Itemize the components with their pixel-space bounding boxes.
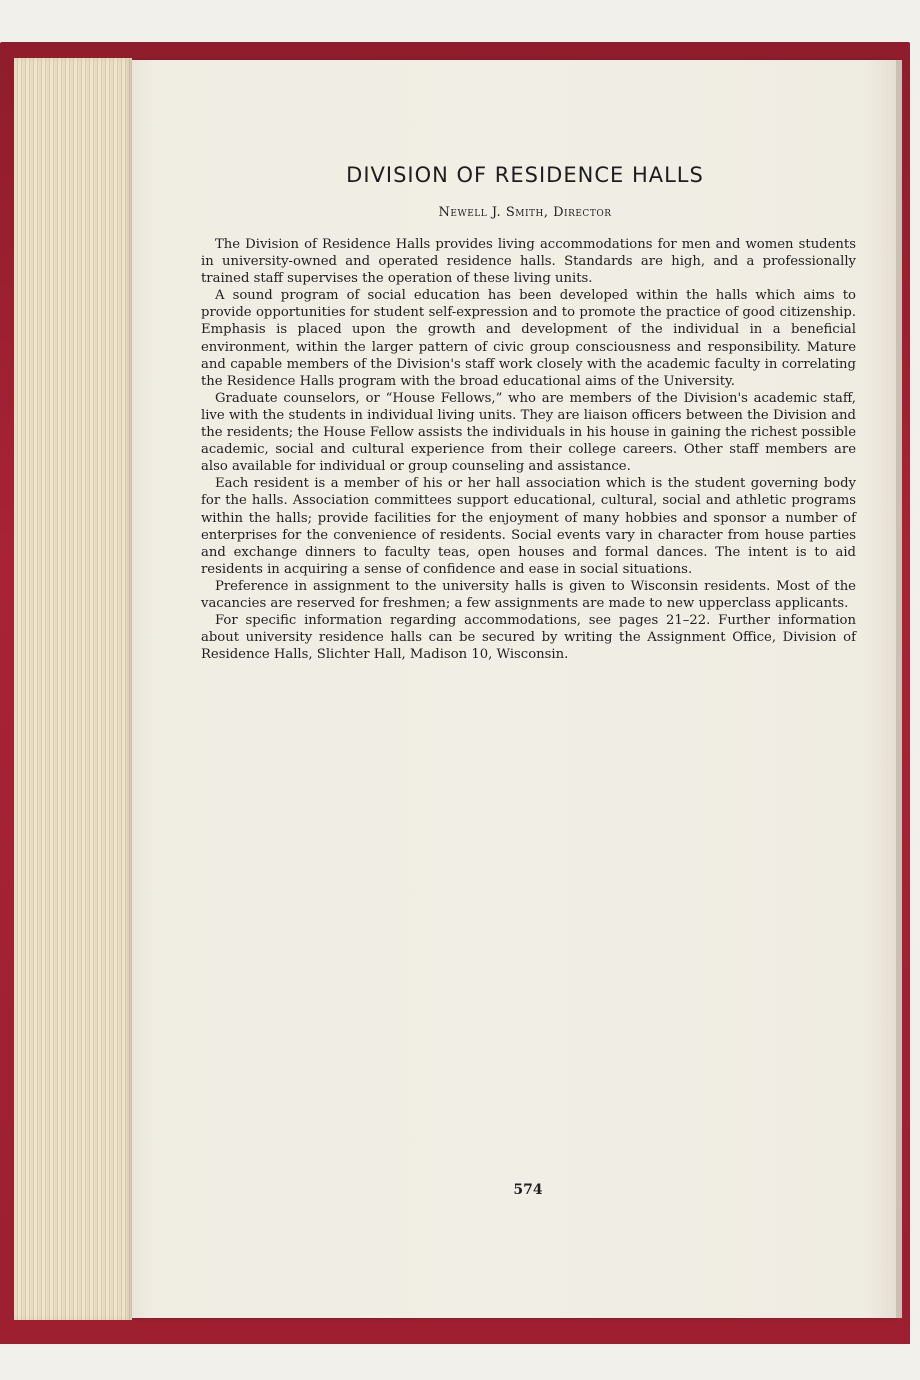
book-cover-bottom-edge <box>0 1318 910 1344</box>
paragraph: Preference in assignment to the university halls is given to Wisconsin residents. Most of the vacancies are reserved for freshmen; a few assignments are made to new upperclass applicants. <box>201 578 856 611</box>
paragraph: For specific information regarding accommodations, see pages 21–22. Further information about university residence halls can be secured by writing the Assignment Office, Division of Residence Halls, Slichter Hall, Madison 10, Wisconsin. <box>201 613 856 663</box>
paragraph: Graduate counselors, or “House Fellows,” who are members of the Division's academic staff, live with the students in individual living units. They are liaison officers between the Division and the residents; the House Fellow assists the individuals in his house in gaining the richest possible academic, social and cultural experience from their college careers. Other staff members are also available for individual or group counseling and assistance. <box>201 390 856 475</box>
page-edges <box>14 58 132 1320</box>
paragraph: A sound program of social education has been developed within the halls which aims to provide opportunities for student self-expression and to promote the practice of good citizenship. Emphasis is placed upon the growth and development of the individual in a beneficial environment, within the larger pattern of civic group consciousness and responsibility. Mature and capable members of the Division's staff work closely with the academic faculty in correlating the Residence Halls program with the broad educational aims of the University. <box>201 288 856 389</box>
byline: Newell J. Smith, Director <box>438 205 612 220</box>
paragraph: The Division of Residence Halls provides living accommodations for men and women students in university-owned and operated residence halls. Standards are high, and a professionally trained staff supervises the operation of these living units. <box>201 237 856 287</box>
page-gutter-strip <box>896 60 902 1318</box>
page-title: DIVISION OF RESIDENCE HALLS <box>346 163 704 187</box>
page-number: 574 <box>513 1182 543 1198</box>
body-text <box>201 236 856 663</box>
paragraph: Each resident is a member of his or her hall association which is the student governing body for the halls. Association committees support educational, cultural, social and athletic programs within the halls; provide facilities for the enjoyment of many hobbies and sponsor a number of enterprises for the convenience of residents. Social events vary in character from house parties and exchange dinners to faculty teas, open houses and formal dances. The intent is to aid residents in acquiring a sense of confidence and ease in social situations. <box>201 476 856 577</box>
